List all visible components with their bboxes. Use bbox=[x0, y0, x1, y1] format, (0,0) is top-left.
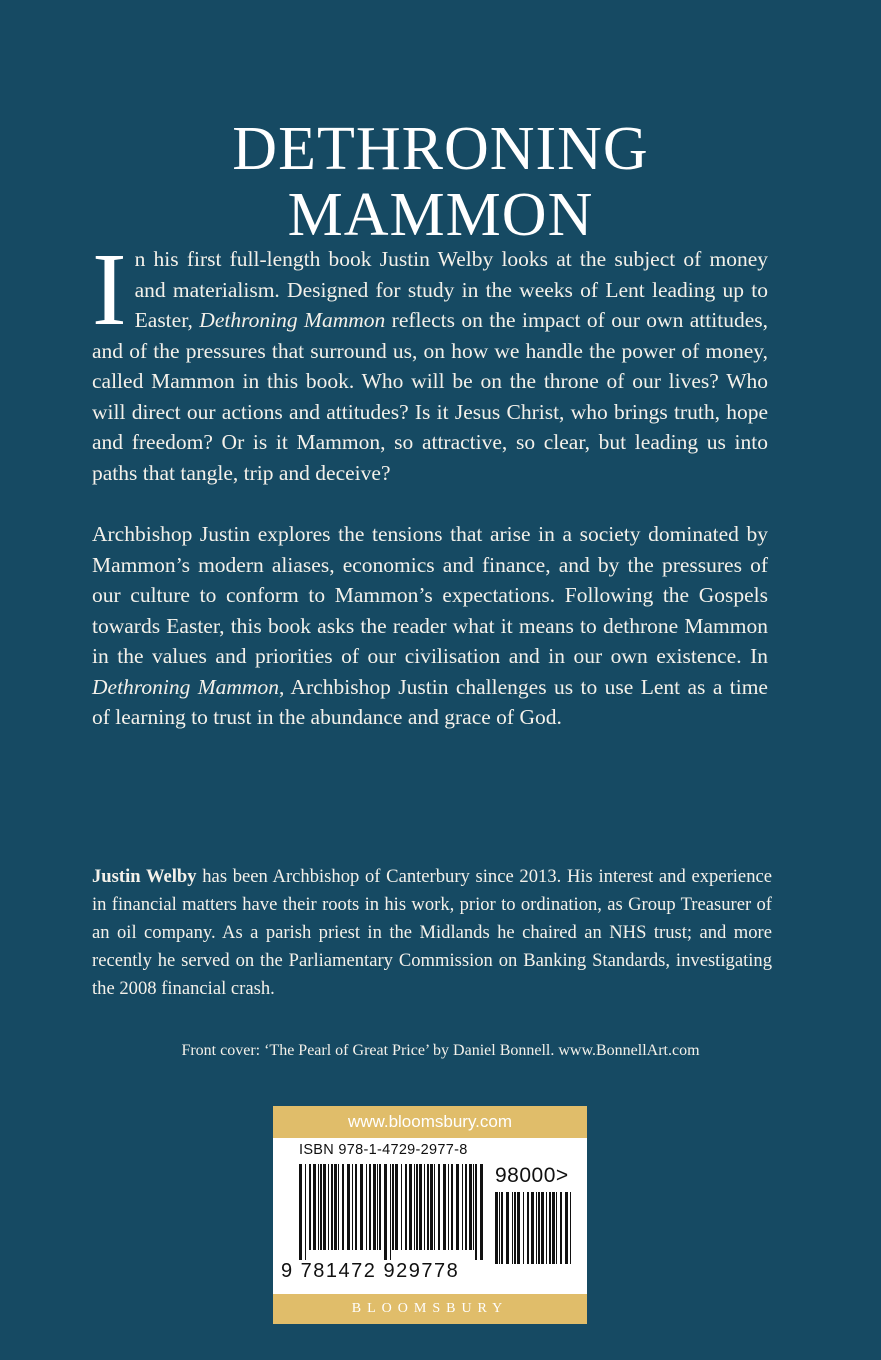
isbn-label: ISBN 978-1-4729-2977-8 bbox=[299, 1142, 468, 1158]
barcode-bar bbox=[565, 1192, 568, 1264]
barcode-bar bbox=[475, 1164, 477, 1260]
barcode-bar bbox=[360, 1164, 363, 1250]
barcode-bar bbox=[473, 1164, 474, 1250]
barcode-bar bbox=[369, 1164, 371, 1250]
barcode-bar bbox=[309, 1164, 311, 1250]
barcode-bar bbox=[392, 1164, 394, 1250]
barcode-bar bbox=[384, 1164, 387, 1260]
barcode-bar bbox=[334, 1164, 337, 1250]
author-bio bbox=[92, 863, 772, 1003]
barcode-bar bbox=[366, 1164, 367, 1250]
barcode-bar bbox=[323, 1164, 326, 1250]
barcode-bar bbox=[434, 1164, 435, 1250]
barcode-bar bbox=[373, 1164, 376, 1250]
barcode-bar bbox=[355, 1164, 357, 1250]
barcode-bar bbox=[560, 1192, 562, 1264]
barcode-bar bbox=[328, 1164, 329, 1250]
barcode-bar bbox=[342, 1164, 344, 1250]
price-code: 98000> bbox=[495, 1164, 569, 1187]
barcode-bar bbox=[546, 1192, 547, 1264]
book-description bbox=[92, 232, 768, 733]
title-line-1: DETHRONING bbox=[232, 114, 649, 183]
description-text: , Archbishop Justin challenges us to use Lent as a time of learning to trust in the abundance and grace of God. bbox=[92, 674, 768, 729]
publisher-name: BLOOMSBURY bbox=[273, 1294, 587, 1324]
barcode-bar bbox=[538, 1192, 540, 1264]
barcode-bar bbox=[462, 1164, 463, 1250]
barcode-bar bbox=[451, 1164, 453, 1250]
book-title-italic: Dethroning Mammon bbox=[199, 308, 386, 332]
barcode-bar bbox=[299, 1164, 302, 1260]
barcode-number: 9 781472 929778 bbox=[281, 1260, 460, 1282]
barcode-bar bbox=[499, 1192, 500, 1264]
barcode-bar bbox=[495, 1192, 498, 1264]
barcode-bar bbox=[405, 1164, 407, 1250]
barcode-bar bbox=[352, 1164, 353, 1250]
book-title bbox=[0, 116, 881, 248]
description-text: n his first full-length book Justin Welby looks at the subject of money and materialism. Designed for study in the weeks of Lent leading up to Easter, bbox=[134, 247, 768, 332]
ean-barcode bbox=[299, 1164, 489, 1260]
barcode-bar bbox=[541, 1192, 544, 1264]
description-paragraph-1 bbox=[92, 232, 768, 488]
book-title-italic: Dethroning Mammon bbox=[92, 674, 279, 699]
barcode-bar bbox=[480, 1164, 483, 1260]
barcode-panel bbox=[273, 1106, 587, 1324]
barcode-bar bbox=[536, 1192, 537, 1264]
price-barcode bbox=[495, 1192, 575, 1274]
barcode-bar bbox=[506, 1192, 509, 1264]
barcode-bar bbox=[414, 1164, 415, 1250]
barcode-bar bbox=[549, 1192, 551, 1264]
description-text: reflects on the impact of our own attitudes, and of the pressures that surround us, on how we handle the power of money, called Mammon in this book. Who will be on the throne of our lives? Who will direct our actions and attitudes? Is it Jesus Christ, who brings truth, hope and freedom? Or is it Mammon, so attractive, so clear, but leading us into paths that tangle, trip and deceive? bbox=[92, 308, 768, 485]
barcode-bar bbox=[469, 1164, 472, 1250]
description-text: Archbishop Justin explores the tensions that arise in a society dominated by Mammon’s modern aliases, economics and finance, and by the pressures of our culture to conform to Mammon’s expectations. Following the Gospels towards Easter, this book asks the reader what it means to dethrone Mammon in the values and priorities of our civilisation and in our own existence. In bbox=[92, 522, 768, 668]
barcode-bar bbox=[570, 1192, 571, 1264]
barcode-bar bbox=[338, 1164, 339, 1250]
drop-cap: I bbox=[92, 232, 127, 347]
barcode-bar bbox=[523, 1192, 524, 1264]
barcode-bar bbox=[419, 1164, 422, 1250]
barcode-bar bbox=[438, 1164, 440, 1250]
barcode-bar bbox=[527, 1192, 529, 1264]
author-name: Justin Welby bbox=[92, 865, 197, 887]
barcode-bar bbox=[390, 1164, 391, 1260]
barcode-bar bbox=[430, 1164, 433, 1250]
barcode-bar bbox=[395, 1164, 398, 1250]
barcode-bar bbox=[313, 1164, 316, 1250]
barcode-bar bbox=[514, 1192, 516, 1264]
barcode-bar bbox=[501, 1192, 503, 1264]
author-bio-text: has been Archbishop of Canterbury since 2013. His interest and experience in financial matters have their roots in his work, prior to ordination, as Group Treasurer of an oil company. As a parish priest in the Midlands he chaired an NHS trust; and more recently he served on the Parliamentary Commission on Banking Standards, investigating the 2008 financial crash. bbox=[92, 865, 772, 999]
publisher-website: www.bloomsbury.com bbox=[273, 1106, 587, 1138]
barcode-bar bbox=[377, 1164, 378, 1250]
barcode-bar bbox=[401, 1164, 402, 1250]
barcode-bar bbox=[409, 1164, 412, 1250]
barcode-bar bbox=[427, 1164, 429, 1250]
barcode-bar bbox=[331, 1164, 333, 1250]
barcode-bar bbox=[320, 1164, 322, 1250]
description-paragraph-2 bbox=[92, 519, 768, 733]
barcode-bar bbox=[347, 1164, 350, 1250]
barcode-bar bbox=[318, 1164, 319, 1250]
barcode-bar bbox=[456, 1164, 459, 1250]
barcode-bar bbox=[556, 1192, 557, 1264]
barcode-bar bbox=[517, 1192, 520, 1264]
barcode-bar bbox=[305, 1164, 306, 1260]
barcode-bar bbox=[448, 1164, 449, 1250]
cover-credit: Front cover: ‘The Pearl of Great Price’ by Daniel Bonnell. www.BonnellArt.com bbox=[181, 1042, 700, 1059]
barcode-bar bbox=[552, 1192, 555, 1264]
barcode-bar bbox=[512, 1192, 513, 1264]
barcode-bar bbox=[531, 1192, 534, 1264]
barcode-bar bbox=[416, 1164, 418, 1250]
barcode-bar bbox=[379, 1164, 381, 1250]
barcode-bar bbox=[424, 1164, 425, 1250]
barcode-bar bbox=[443, 1164, 446, 1250]
title-line-2: MAMMON bbox=[287, 180, 594, 249]
barcode-bar bbox=[465, 1164, 467, 1250]
